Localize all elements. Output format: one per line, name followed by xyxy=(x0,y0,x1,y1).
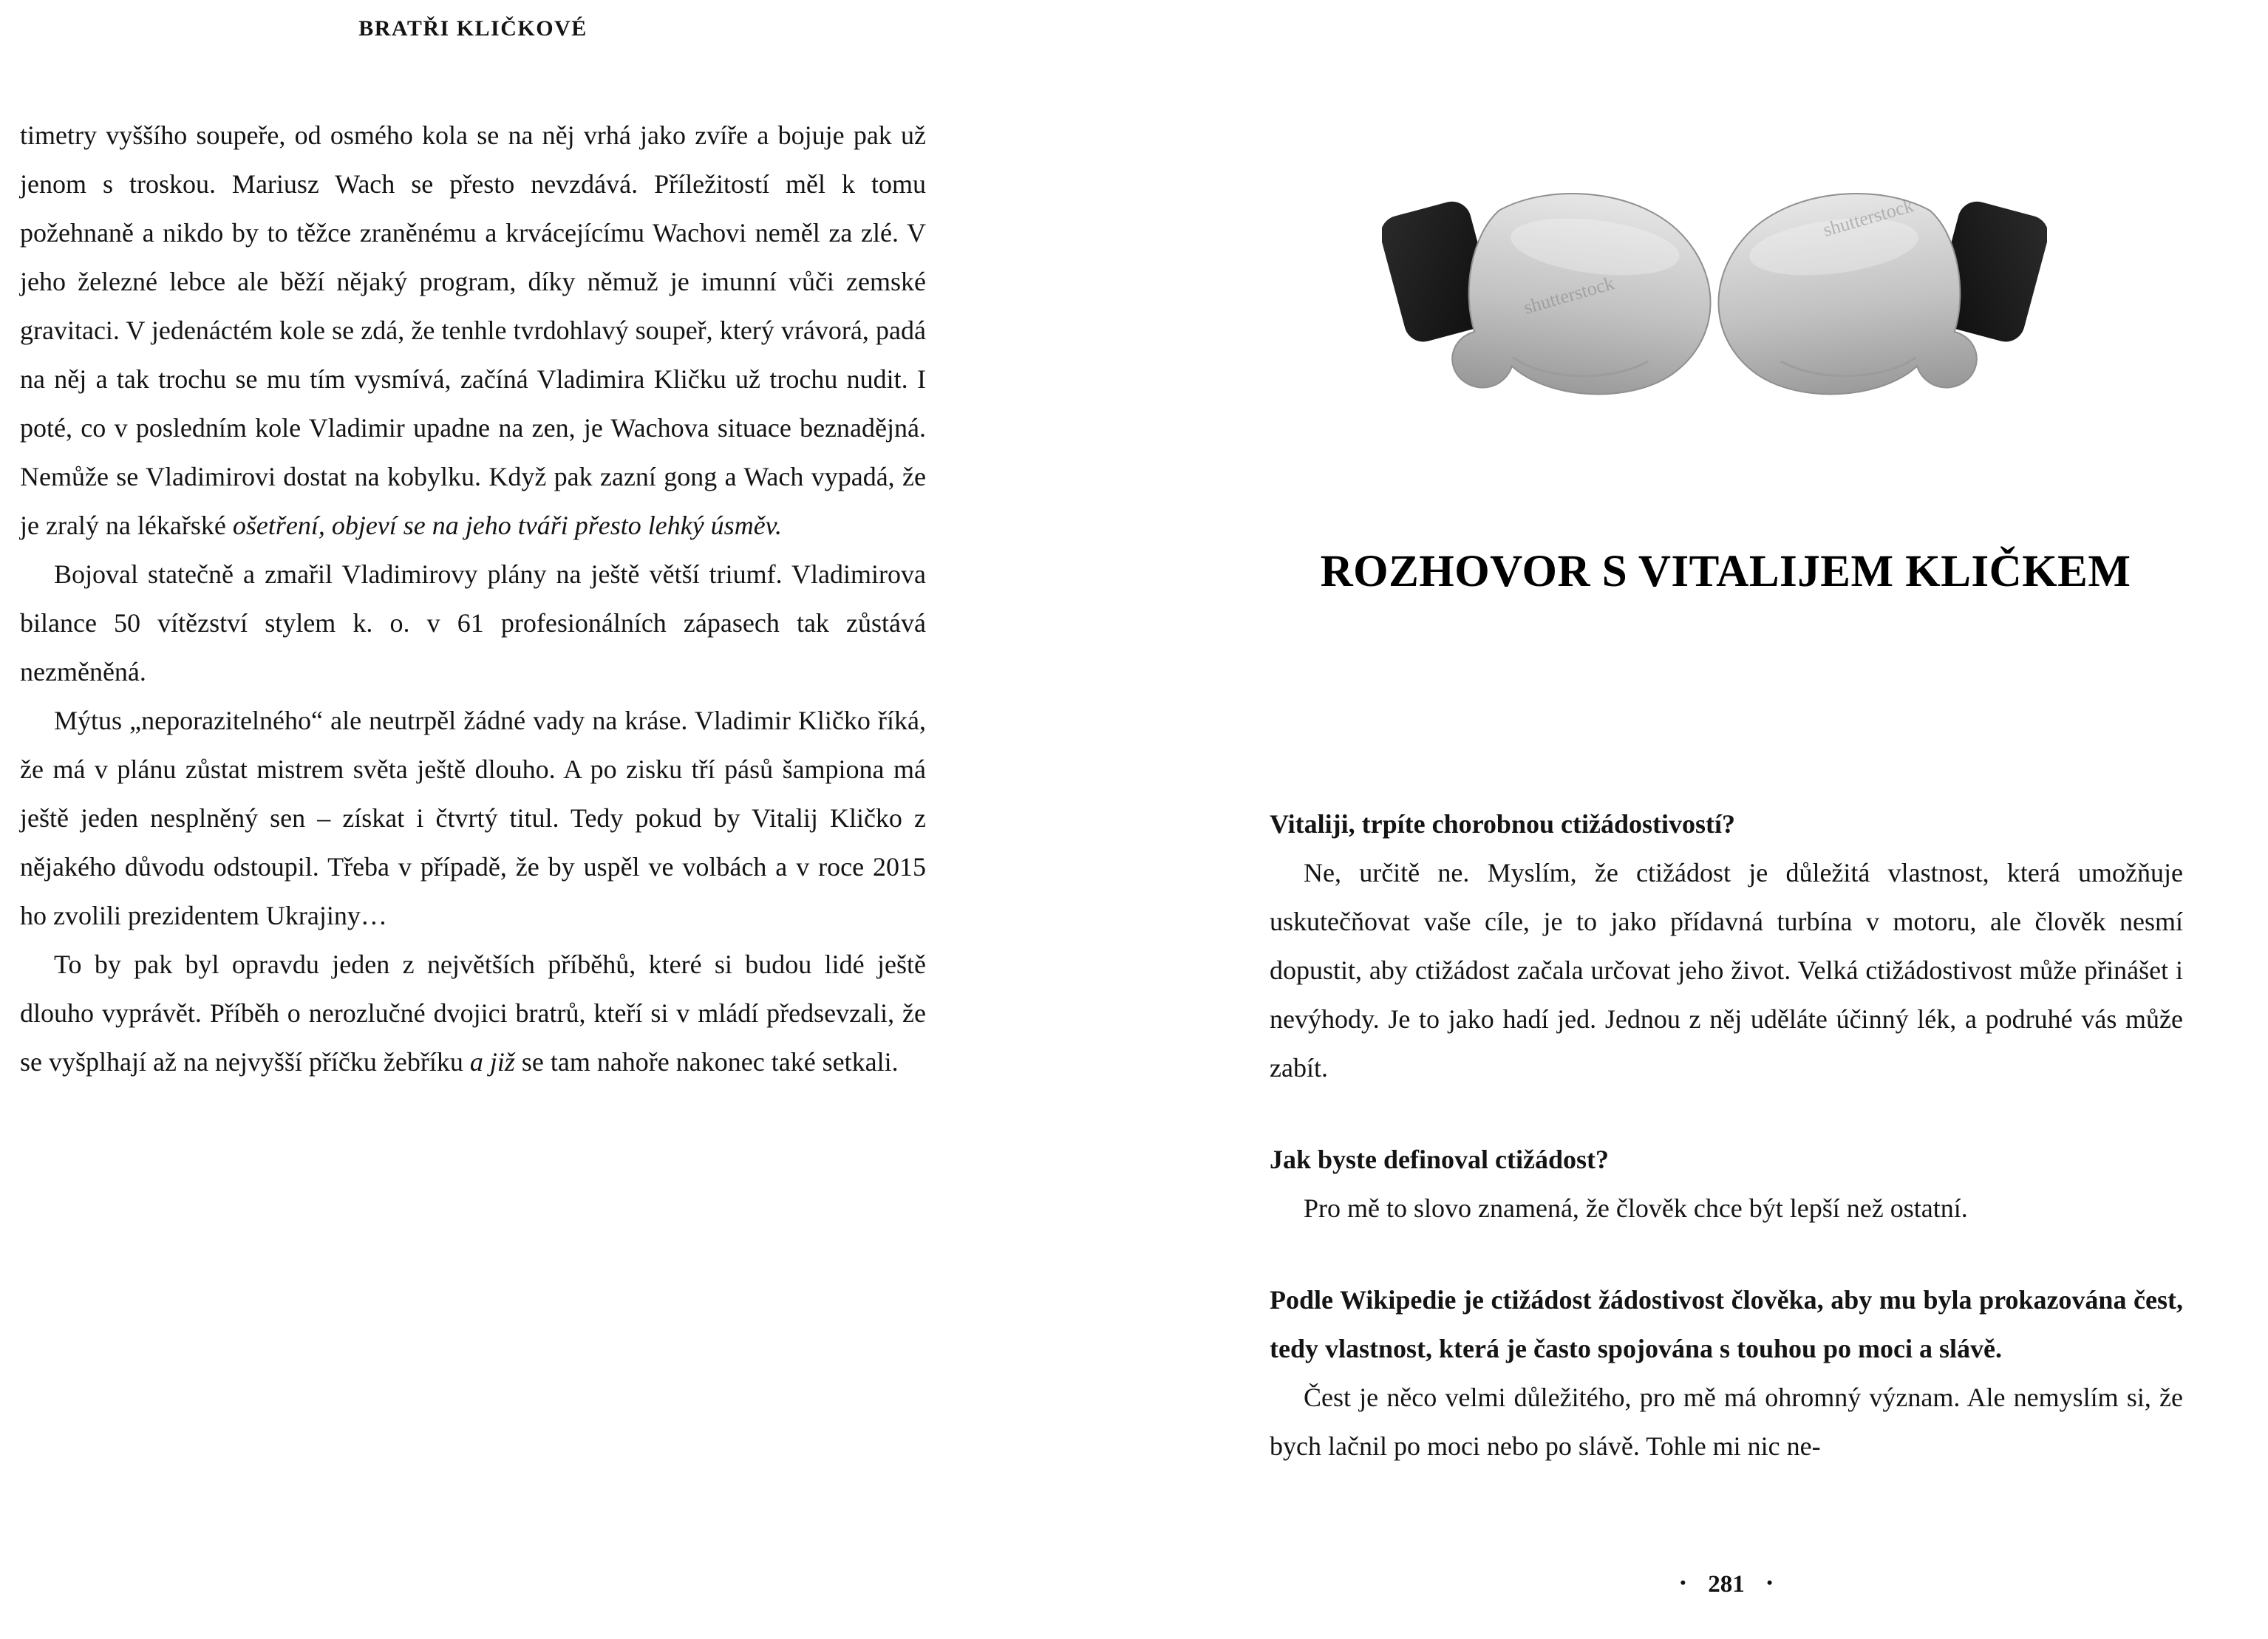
text-run-italic: ošetření, objeví se na jeho tváři přesto lehký úsměv. xyxy=(232,511,782,540)
interview-answer: Čest je něco velmi důležitého, pro mě má ohromný význam. Ale nemyslím si, že bych lačnil po moci nebo po slávě. Tohle mi nic ne- xyxy=(1270,1383,2183,1461)
text-run: To by pak byl opravdu jeden z největších příběhů, které si budou lidé ještě dlouho vyprávět. Příběh o nerozlučné dvojici bratrů, kteří si v mládí předsevzali, že se vyšplhají až na nejvyšší příčku žebříku xyxy=(20,950,926,1077)
watermark-text: shutterstock xyxy=(1521,272,1617,318)
page-number xyxy=(1270,1571,2183,1598)
boxing-gloves-image xyxy=(1382,118,2047,473)
paragraph xyxy=(20,111,926,550)
paragraph: Mýtus „neporazitelného“ ale neutrpěl žádné vady na kráse. Vladimir Kličko říká, že má v plánu zůstat mistrem světa ještě dlouho. A po zisku tří pásů šampiona má ještě jeden nesplněný sen – získat i čtvrtý titul. Tedy pokud by Vitalij Kličko z nějakého důvodu odstoupil. Třeba v případě, že by uspěl ve volbách a v roce 2015 ho zvolili prezidentem Ukrajiny… xyxy=(20,706,926,930)
interview-answer: Ne, určitě ne. Myslím, že ctižádost je důležitá vlastnost, která umožňuje uskutečňovat vaše cíle, je to jako přídavná turbína v motoru, ale člověk nesmí dopustit, aby ctižádost začala určovat jeho život. Velká ctižádostivost může přinášet i nevýhody. Je to jako hadí jed. Jednou z něj uděláte účinný lék, a podruhé vás může zabít. xyxy=(1270,858,2183,1083)
text-run: se tam nahoře nakonec také setkali. xyxy=(514,1047,899,1077)
text-run-italic: a již xyxy=(469,1047,515,1077)
qa-pair xyxy=(1270,1135,2183,1233)
interview-question: Vitaliji, trpíte chorobnou ctižádostivostí? xyxy=(1270,809,1735,839)
page-number-value: 281 xyxy=(1708,1571,1745,1598)
left-page-body xyxy=(20,111,926,1086)
interview-question: Podle Wikipedie je ctižádost žádostivost člověka, aby mu byla prokazována čest, tedy vlastnost, která je často spojována s touhou po moci a slávě. xyxy=(1270,1285,2183,1363)
boxing-gloves-graphic xyxy=(1382,118,2047,473)
interview-question: Jak byste definoval ctižádost? xyxy=(1270,1145,1609,1174)
qa-pair xyxy=(1270,800,2183,1092)
chapter-title: ROZHOVOR S VITALIJEM KLIČKEM xyxy=(1320,547,2131,596)
running-header: BRATŘI KLIČKOVÉ xyxy=(358,16,588,41)
paragraph: Bojoval statečně a zmařil Vladimirovy plány na ještě větší triumf. Vladimirova bilance 50 vítězství stylem k. o. v 61 profesionálních zápasech tak zůstává nezměněná. xyxy=(20,559,926,686)
interview-answer: Pro mě to slovo znamená, že člověk chce být lepší než ostatní. xyxy=(1304,1193,1968,1223)
page-number-dot-left: • xyxy=(1680,1573,1686,1592)
paragraph xyxy=(20,940,926,1086)
page-number-dot-right: • xyxy=(1766,1573,1773,1592)
text-run: timetry vyššího soupeře, od osmého kola se na něj vrhá jako zvíře a bojuje pak už jenom s troskou. Mariusz Wach se přesto nevzdává. Příležitostí měl k tomu požehnaně a nikdo by to těžce zraněnému a krvácejícímu Wachovi neměl za zlé. V jeho železné lebce ale běží nějaký program, díky němuž je imunní vůči zemské gravitaci. V jedenáctém kole se zdá, že tenhle tvrdohlavý soupeř, který vrávorá, padá na něj a tak trochu se mu tím vysmívá, začíná Vladimira Kličku už trochu nudit. I poté, co v posledním kole Vladimir upadne na zen, je Wachova situace beznadějná. Nemůže se Vladimirovi dostat na kobylku. Když pak zazní gong a Wach vypadá, že je zralý na lékařské xyxy=(20,120,926,540)
watermark-text: shutterstock xyxy=(1820,194,1916,241)
interview-qa xyxy=(1270,800,2183,1471)
qa-pair xyxy=(1270,1275,2183,1471)
